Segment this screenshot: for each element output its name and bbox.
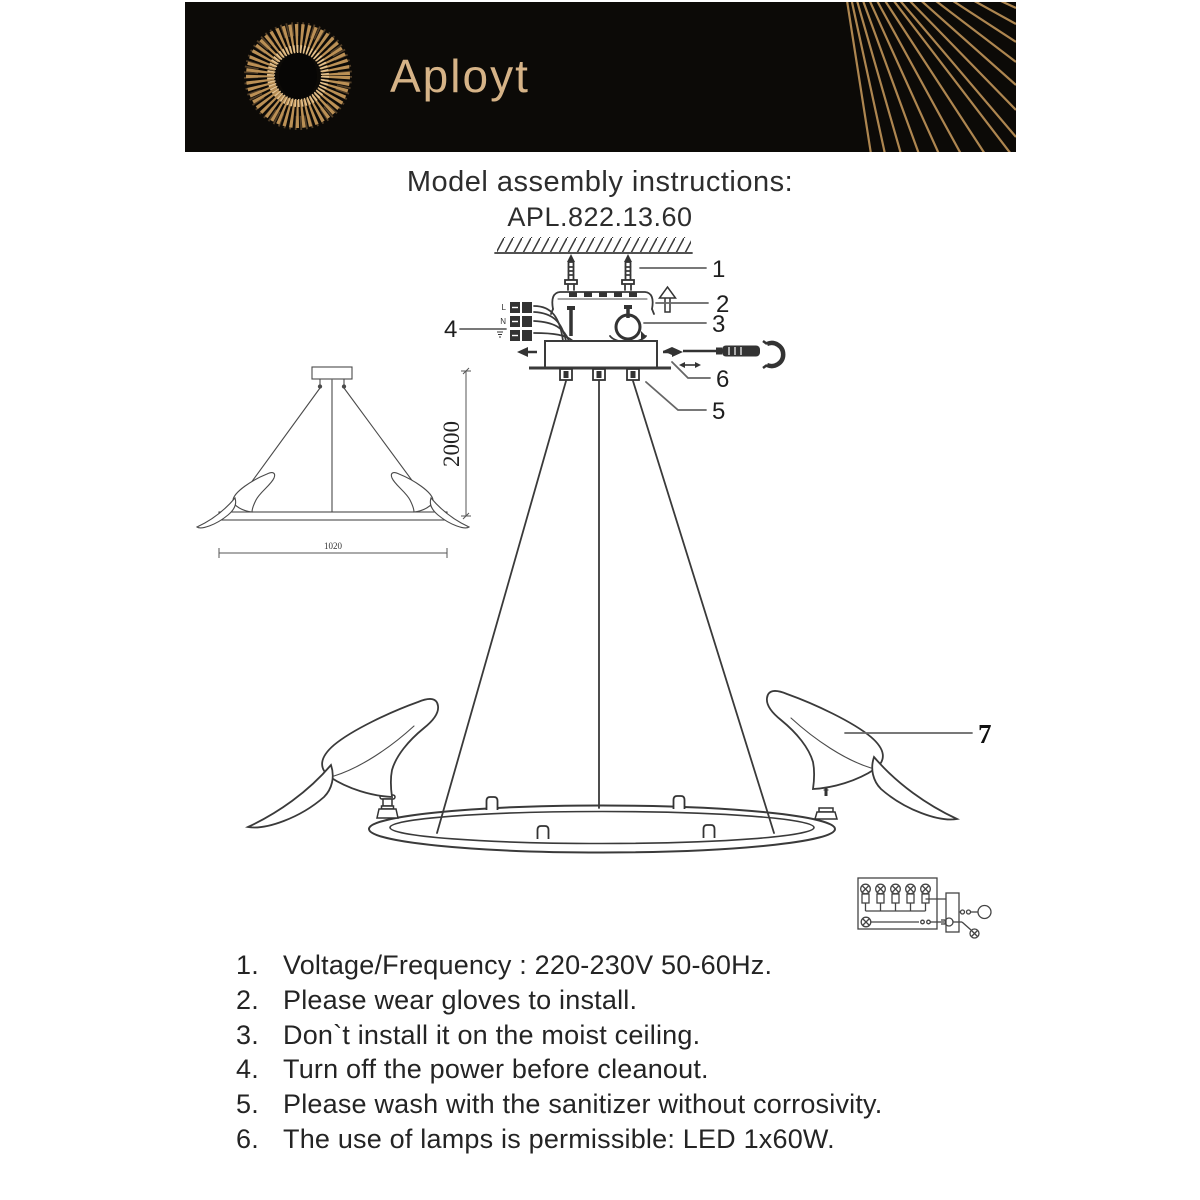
ceiling-hatch xyxy=(495,237,692,253)
instruction-number: 5. xyxy=(236,1089,259,1120)
instruction-item xyxy=(236,948,996,983)
part-label-2: 2 xyxy=(716,291,730,318)
instruction-text: Please wear gloves to install. xyxy=(283,984,638,1015)
retaining-clip-icon xyxy=(763,341,783,368)
dimension-drawing xyxy=(197,367,471,558)
instruction-text: Voltage/Frequency : 220-230V 50-60Hz. xyxy=(283,950,773,980)
dimension-lines xyxy=(219,368,471,558)
instruction-text: Turn off the power before cleanout. xyxy=(283,1054,709,1085)
terminal-label-line: L xyxy=(501,303,506,312)
supply-wires xyxy=(534,306,573,341)
earth-ground-icon xyxy=(497,332,503,337)
dimension-width: 1020 xyxy=(324,541,342,551)
led-posts xyxy=(487,796,715,839)
brand-banner xyxy=(185,2,1016,152)
instruction-number: 1. xyxy=(236,950,259,980)
instruction-text: Please wash with the sanitizer without corrosivity. xyxy=(283,1089,883,1120)
part-label-1: 1 xyxy=(712,256,726,283)
screwdriver-icon xyxy=(663,346,760,369)
instructions-list xyxy=(236,948,996,1157)
part-label-7: 7 xyxy=(978,719,992,749)
mini-bird-left xyxy=(197,473,275,528)
instruction-text: The use of lamps is permissible: LED 1x60W. xyxy=(283,1123,835,1154)
slide-arrow-right-icon xyxy=(663,347,683,357)
slide-arrow-left-icon xyxy=(517,347,537,357)
dimension-height: 2000 xyxy=(439,421,464,467)
instruction-number: 2. xyxy=(236,984,259,1015)
mini-bird-right xyxy=(391,473,469,528)
terminal-label-neutral: N xyxy=(500,317,506,326)
part-label-4: 4 xyxy=(444,316,458,343)
part-label-6: 6 xyxy=(716,366,730,393)
corner-rays-decoration xyxy=(835,2,1016,152)
banner-decoration xyxy=(185,2,1016,152)
hanging-hook xyxy=(567,305,706,342)
instruction-number: 3. xyxy=(236,1019,259,1050)
bird-stand-right xyxy=(815,779,837,819)
instruction-item xyxy=(236,1018,996,1053)
title-block xyxy=(0,166,1200,233)
page-title: Model assembly instructions: xyxy=(406,166,794,198)
ring-frame xyxy=(369,806,835,853)
up-arrow-icon xyxy=(660,287,676,312)
instruction-item xyxy=(236,1052,996,1087)
suspension-wires xyxy=(437,381,774,833)
anchor-bolts xyxy=(565,254,706,290)
mounting-bracket xyxy=(551,287,708,314)
instruction-number: 4. xyxy=(236,1054,259,1085)
ceiling-canopy xyxy=(517,341,710,410)
instruction-text: Don`t install it on the moist ceiling. xyxy=(283,1019,701,1050)
wiring-schematic xyxy=(858,878,991,938)
part-label-5: 5 xyxy=(712,398,726,425)
bird-figurine-left xyxy=(248,699,438,828)
instruction-item xyxy=(236,983,996,1018)
instruction-item xyxy=(236,1087,996,1122)
instruction-item xyxy=(236,1122,996,1157)
terminal-block xyxy=(460,302,573,341)
instruction-number: 6. xyxy=(236,1123,259,1154)
part-label-3: 3 xyxy=(712,311,726,338)
model-number: APL.822.13.60 xyxy=(507,202,693,232)
double-arrow-icon xyxy=(679,362,701,368)
brand-name: Aployt xyxy=(390,50,530,102)
bird-figurine-right xyxy=(767,691,957,820)
bird-stand-left xyxy=(377,795,398,818)
starburst-logo-icon xyxy=(251,29,345,123)
schematic-terminals xyxy=(861,884,931,903)
